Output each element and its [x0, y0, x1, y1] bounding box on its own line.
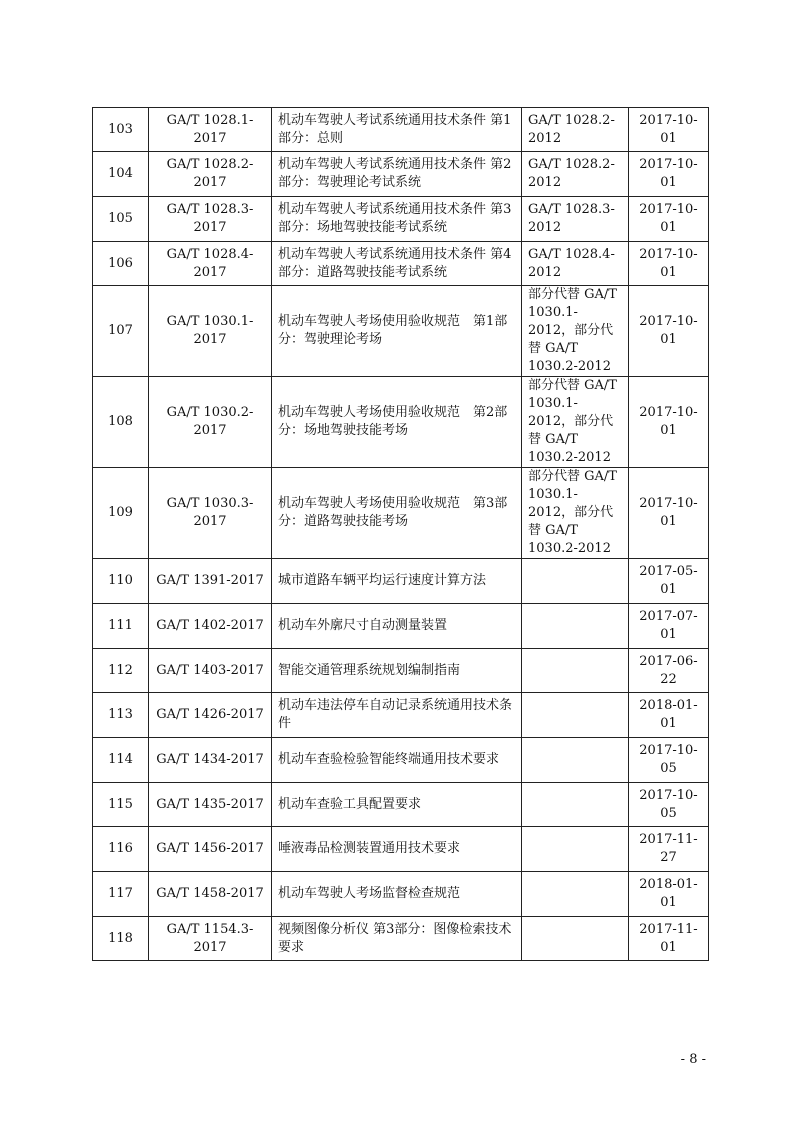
effective-date: 2017-10-01 [629, 197, 709, 242]
standard-name: 智能交通管理系统规划编制指南 [272, 649, 522, 693]
row-number: 104 [93, 152, 149, 197]
row-number: 103 [93, 108, 149, 152]
effective-date: 2017-10-05 [629, 738, 709, 783]
row-number: 114 [93, 738, 149, 783]
standard-code: GA/T 1028.4-2017 [149, 242, 272, 286]
table-row [93, 152, 709, 197]
row-number: 108 [93, 377, 149, 468]
standard-name: 机动车违法停车自动记录系统通用技术条件 [272, 693, 522, 738]
standard-code: GA/T 1402-2017 [149, 604, 272, 649]
effective-date: 2018-01-01 [629, 693, 709, 738]
replaced-standard [522, 693, 629, 738]
standard-code: GA/T 1028.1-2017 [149, 108, 272, 152]
standard-name: 唾液毒品检测装置通用技术要求 [272, 827, 522, 872]
standard-name: 视频图像分析仪 第3部分：图像检索技术要求 [272, 917, 522, 961]
table-row [93, 872, 709, 917]
table-row [93, 468, 709, 559]
standard-code: GA/T 1154.3-2017 [149, 917, 272, 961]
replaced-standard: 部分代替 GA/T 1030.1-2012，部分代替 GA/T 1030.2-2012 [522, 377, 629, 468]
standard-name: 机动车驾驶人考场使用验收规范 第3部分：道路驾驶技能考场 [272, 468, 522, 559]
table-row [93, 604, 709, 649]
replaced-standard [522, 738, 629, 783]
replaced-standard [522, 783, 629, 827]
replaced-standard [522, 559, 629, 604]
effective-date: 2017-10-01 [629, 286, 709, 377]
standard-name: 机动车驾驶人考试系统通用技术条件 第4部分：道路驾驶技能考试系统 [272, 242, 522, 286]
row-number: 115 [93, 783, 149, 827]
standard-code: GA/T 1030.1-2017 [149, 286, 272, 377]
replaced-standard: 部分代替 GA/T 1030.1-2012，部分代替 GA/T 1030.2-2012 [522, 286, 629, 377]
row-number: 111 [93, 604, 149, 649]
standards-table-body [93, 108, 709, 961]
table-row [93, 693, 709, 738]
replaced-standard [522, 604, 629, 649]
row-number: 110 [93, 559, 149, 604]
table-row [93, 738, 709, 783]
effective-date: 2017-06-22 [629, 649, 709, 693]
replaced-standard [522, 827, 629, 872]
effective-date: 2017-10-01 [629, 152, 709, 197]
row-number: 113 [93, 693, 149, 738]
standard-code: GA/T 1030.3-2017 [149, 468, 272, 559]
replaced-standard [522, 649, 629, 693]
table-row [93, 827, 709, 872]
row-number: 112 [93, 649, 149, 693]
standard-name: 机动车驾驶人考场使用验收规范 第2部分：场地驾驶技能考场 [272, 377, 522, 468]
table-row [93, 286, 709, 377]
replaced-standard: GA/T 1028.2-2012 [522, 152, 629, 197]
row-number: 107 [93, 286, 149, 377]
effective-date: 2017-10-01 [629, 242, 709, 286]
standard-code: GA/T 1426-2017 [149, 693, 272, 738]
table-row [93, 917, 709, 961]
page-number: - 8 - [680, 1052, 706, 1067]
standard-name: 机动车查验检验智能终端通用技术要求 [272, 738, 522, 783]
table-row [93, 377, 709, 468]
effective-date: 2017-10-05 [629, 783, 709, 827]
standard-name: 机动车驾驶人考场使用验收规范 第1部分：驾驶理论考场 [272, 286, 522, 377]
effective-date: 2017-10-01 [629, 108, 709, 152]
effective-date: 2017-11-01 [629, 917, 709, 961]
effective-date: 2017-11-27 [629, 827, 709, 872]
table-row [93, 783, 709, 827]
replaced-standard [522, 872, 629, 917]
standard-name: 机动车驾驶人考试系统通用技术条件 第1部分：总则 [272, 108, 522, 152]
effective-date: 2017-10-01 [629, 377, 709, 468]
replaced-standard: GA/T 1028.2-2012 [522, 108, 629, 152]
standard-code: GA/T 1458-2017 [149, 872, 272, 917]
effective-date: 2018-01-01 [629, 872, 709, 917]
standard-code: GA/T 1028.3-2017 [149, 197, 272, 242]
standard-name: 机动车驾驶人考场监督检查规范 [272, 872, 522, 917]
table-row [93, 108, 709, 152]
replaced-standard [522, 917, 629, 961]
row-number: 117 [93, 872, 149, 917]
standard-code: GA/T 1030.2-2017 [149, 377, 272, 468]
row-number: 109 [93, 468, 149, 559]
standard-code: GA/T 1456-2017 [149, 827, 272, 872]
standard-name: 机动车外廓尺寸自动测量装置 [272, 604, 522, 649]
standard-name: 机动车查验工具配置要求 [272, 783, 522, 827]
standard-code: GA/T 1028.2-2017 [149, 152, 272, 197]
replaced-standard: 部分代替 GA/T 1030.1-2012，部分代替 GA/T 1030.2-2012 [522, 468, 629, 559]
standards-table [92, 107, 709, 961]
table-row [93, 197, 709, 242]
row-number: 118 [93, 917, 149, 961]
row-number: 106 [93, 242, 149, 286]
standard-name: 机动车驾驶人考试系统通用技术条件 第2部分：驾驶理论考试系统 [272, 152, 522, 197]
standard-name: 城市道路车辆平均运行速度计算方法 [272, 559, 522, 604]
row-number: 116 [93, 827, 149, 872]
table-row [93, 242, 709, 286]
replaced-standard: GA/T 1028.3-2012 [522, 197, 629, 242]
table-row [93, 559, 709, 604]
standard-code: GA/T 1435-2017 [149, 783, 272, 827]
effective-date: 2017-07-01 [629, 604, 709, 649]
replaced-standard: GA/T 1028.4-2012 [522, 242, 629, 286]
standard-code: GA/T 1434-2017 [149, 738, 272, 783]
table-row [93, 649, 709, 693]
effective-date: 2017-05-01 [629, 559, 709, 604]
effective-date: 2017-10-01 [629, 468, 709, 559]
standard-code: GA/T 1391-2017 [149, 559, 272, 604]
standard-name: 机动车驾驶人考试系统通用技术条件 第3部分：场地驾驶技能考试系统 [272, 197, 522, 242]
standard-code: GA/T 1403-2017 [149, 649, 272, 693]
row-number: 105 [93, 197, 149, 242]
